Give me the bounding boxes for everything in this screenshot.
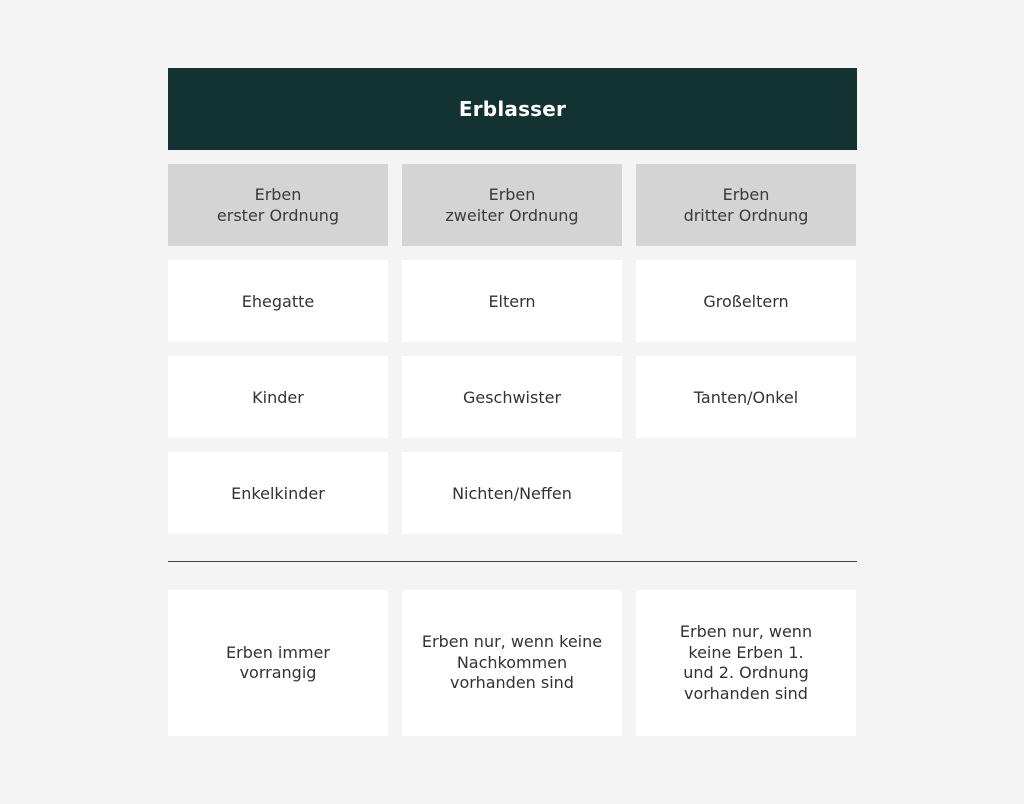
heir-cell — [168, 452, 388, 534]
column-heading-third-order — [636, 164, 856, 246]
column-heading-line: Erben — [722, 185, 770, 204]
heir-cell — [168, 356, 388, 438]
note-second-order — [402, 590, 622, 736]
heir-label: Geschwister — [462, 387, 562, 407]
heir-cell — [636, 260, 856, 342]
note-line: Nachkommen — [456, 652, 568, 672]
column-heading-line: Erben — [254, 185, 302, 204]
heir-label: Eltern — [488, 291, 536, 311]
heir-cell — [636, 356, 856, 438]
heir-label: Nichten/Neffen — [452, 483, 572, 503]
note-line: Erben nur, wenn — [679, 622, 813, 641]
column-heading-line: dritter Ordnung — [683, 206, 809, 225]
column-heading-first-order — [168, 164, 388, 246]
heir-cell — [168, 260, 388, 342]
note-line: vorrangig — [239, 663, 317, 682]
note-line: und 2. Ordnung — [683, 663, 809, 682]
note-line: keine Erben 1. — [688, 642, 804, 662]
note-third-order — [636, 590, 856, 736]
note-line: Erben nur, wenn keine — [421, 632, 603, 652]
header-title: Erblasser — [458, 97, 567, 121]
column-heading-line: erster Ordnung — [216, 206, 340, 225]
column-heading-line: zweiter Ordnung — [445, 206, 579, 225]
heir-label: Kinder — [252, 387, 304, 407]
heir-cell — [402, 260, 622, 342]
column-heading-second-order — [402, 164, 622, 246]
heir-label: Ehegatte — [241, 291, 315, 311]
header-erblasser — [168, 68, 857, 150]
heir-cell — [402, 356, 622, 438]
heir-label: Großeltern — [703, 291, 789, 311]
divider-line — [168, 561, 857, 562]
note-line: Erben immer — [226, 642, 330, 662]
note-line: vorhanden sind — [684, 683, 808, 703]
column-heading-line: Erben — [488, 185, 536, 204]
heir-label: Enkelkinder — [231, 483, 325, 503]
note-line: vorhanden sind — [450, 673, 574, 693]
heir-cell — [402, 452, 622, 534]
note-first-order — [168, 590, 388, 736]
heir-label: Tanten/Onkel — [693, 387, 799, 407]
